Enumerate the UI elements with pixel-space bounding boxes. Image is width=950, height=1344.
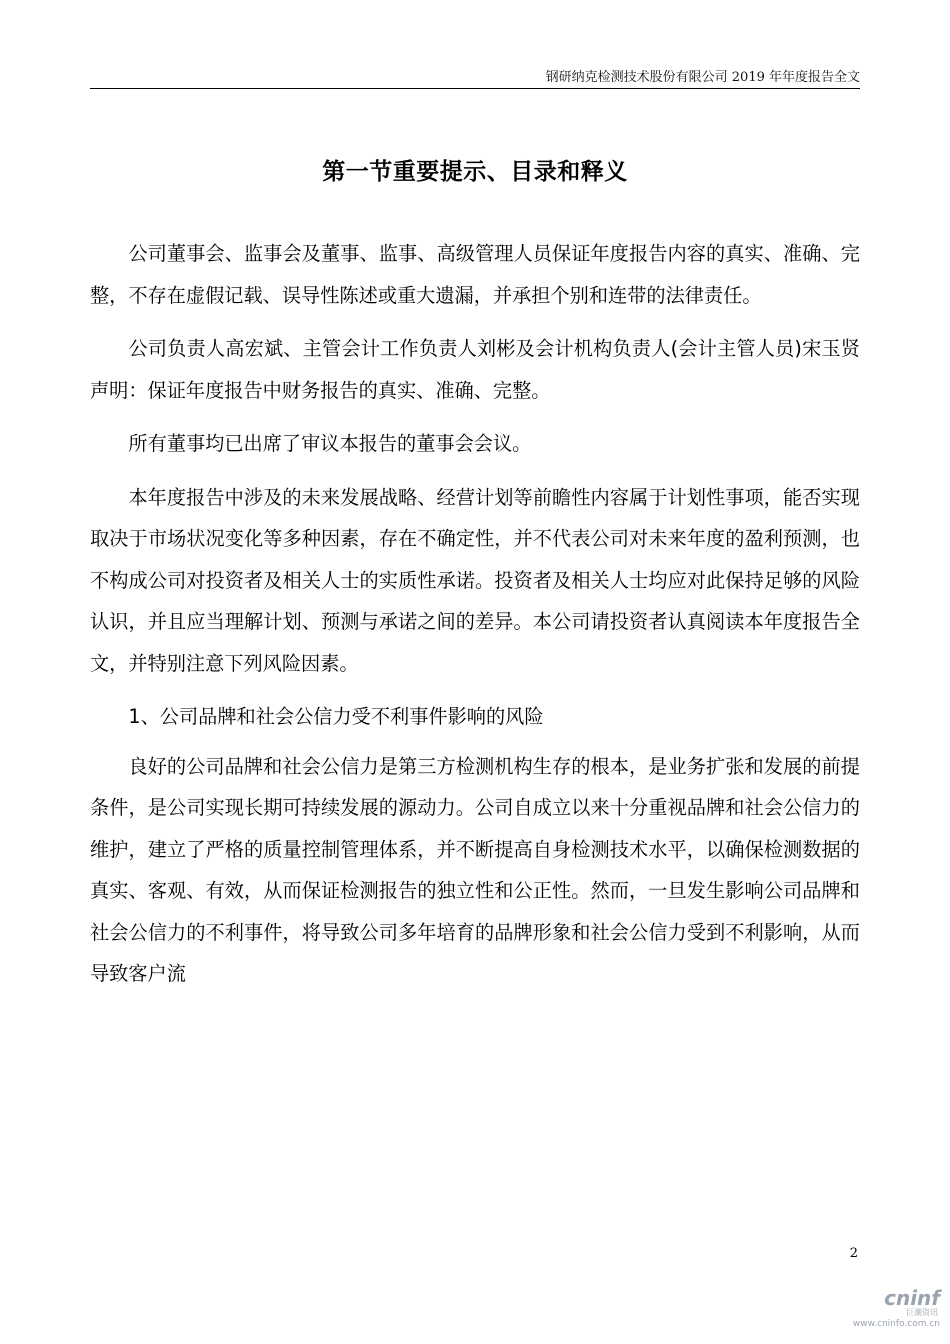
paragraph-declaration: 公司负责人高宏斌、主管会计工作负责人刘彬及会计机构负责人(会计主管人员)宋玉贤声明：保证年度报告中财务报告的真实、准确、完整。: [90, 337, 860, 402]
paragraph-risk-brand: 良好的公司品牌和社会公信力是第三方检测机构生存的根本，是业务扩张和发展的前提条件，是公司实现长期可持续发展的源动力。公司自成立以来十分重视品牌和社会公信力的维护，建立了严格的质量控制管理体系，并不断提高自身检测技术水平，以确保检测数据的真实、客观、有效，从而保证检测报告的独立性和公正性。然而，一旦发生影响公司品牌和社会公信力的不利事件，将导致公司多年培育的品牌形象和社会公信力受到不利影响，从而导致客户流: [90, 754, 860, 985]
risk-heading: 1、公司品牌和社会公信力受不利事件影响的风险: [128, 705, 544, 728]
paragraph-attendance: 所有董事均已出席了审议本报告的董事会会议。: [128, 432, 532, 455]
logo-brand: cninf: [884, 1286, 940, 1310]
running-header: 钢研纳克检测技术股份有限公司 2019 年年度报告全文: [545, 70, 860, 85]
cninfo-watermark-logo: [850, 1288, 940, 1338]
logo-subtitle: 巨潮资讯: [906, 1308, 938, 1317]
section-title: 第一节重要提示、目录和释义: [322, 159, 628, 185]
page-number: 2: [849, 1246, 858, 1261]
paragraph-responsibility: 公司董事会、监事会及董事、监事、高级管理人员保证年度报告内容的真实、准确、完整，不存在虚假记载、误导性陈述或重大遗漏，并承担个别和连带的法律责任。: [90, 242, 860, 307]
paragraph-forward-looking: 本年度报告中涉及的未来发展战略、经营计划等前瞻性内容属于计划性事项，能否实现取决于市场状况变化等多种因素，存在不确定性，并不代表公司对未来年度的盈利预测，也不构成公司对投资者及相关人士的实质性承诺。投资者及相关人士均应对此保持足够的风险认识，并且应当理解计划、预测与承诺之间的差异。本公司请投资者认真阅读本年度报告全文，并特别注意下列风险因素。: [90, 485, 860, 675]
header-divider: [90, 88, 860, 89]
logo-url: www.cninfo.com.cn: [852, 1319, 940, 1329]
body-content: [90, 233, 860, 1007]
